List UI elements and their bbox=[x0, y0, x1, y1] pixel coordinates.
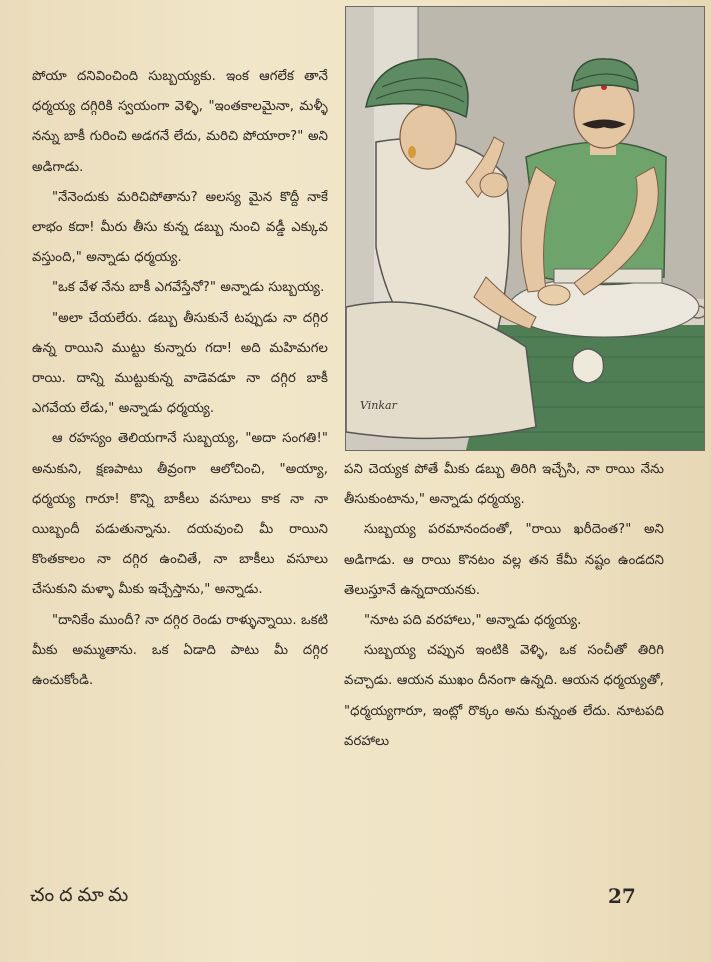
paragraph: ఆ రహస్యం తెలియగానే సుబ్బయ్య, "అదా సంగతి!" అనుకుని, క్షణపాటు తీవ్రంగా ఆలోచించి, "అయ్యా, ధర్మయ్య గారూ! కొన్ని బాకీలు వసూలు కాక నా నా యిబ్బందీ పడుతున్నాను. దయవుంచి మీ రాయిని కొంతకాలం నా దగ్గిర ఉంచితే, నా బాకీలు వసూలు చేసుకుని మళ్ళా మీకు ఇచ్చేస్తాను," అన్నాడు. bbox=[32, 431, 328, 598]
artist-signature: Vinkar bbox=[360, 399, 397, 412]
paragraph: పని చెయ్యక పోతే మీకు డబ్బు తిరిగి ఇచ్చేసి, నా రాయి నేను తీసుకుంటాను," అన్నాడు ధర్మయ్య. bbox=[344, 462, 664, 508]
right-text-column bbox=[344, 455, 664, 757]
paragraph: "నేనెందుకు మరిచిపోతాను? అలస్య మైన కొద్దీ నాకే లాభం కదా! మీరు తీసు కున్న డబ్బు నుంచి వడ్డీ ఎక్కువ వస్తుంది," అన్నాడు ధర్మయ్య. bbox=[32, 189, 328, 266]
paragraph: "నూట పది వరహాలు," అన్నాడు ధర్మయ్య. bbox=[364, 613, 582, 629]
paragraph: "దానికేం ముందీ? నా దగ్గిర రెండు రాళ్ళున్నాయి. ఒకటి మీకు అమ్ముతాను. ఒక ఏడాది పాటు మీ దగ్గిర ఉంచుకోండి. bbox=[32, 612, 328, 689]
paragraph: "ఒక వేళ నేను బాకీ ఎగవేస్తేనో?" అన్నాడు సుబ్బయ్య. bbox=[52, 280, 325, 296]
illustration-art bbox=[346, 7, 704, 450]
story-illustration bbox=[345, 6, 705, 451]
paragraph: పోయా దనివించింది సుబ్బయ్యకు. ఇంక ఆగలేక తానే ధర్మయ్య దగ్గిరికి స్వయంగా వెళ్ళి, "ఇంతకాలమైనా, మళ్ళీ నన్ను బాకీ గురించి అడగనే లేదు, మరిచి పోయారా?" అని అడిగాడు. bbox=[32, 69, 328, 175]
paragraph: సుబ్బయ్య పరమానందంతో, "రాయి ఖరీదెంత?" అని అడిగాడు. ఆ రాయి కొనటం వల్ల తన కేమీ నష్టం ఉండదని తెలుస్తూనే ఉన్నదాయనకు. bbox=[344, 522, 664, 598]
magazine-name: చందమామ bbox=[30, 884, 134, 906]
page-number: 27 bbox=[608, 884, 636, 908]
left-text-column bbox=[32, 62, 328, 696]
paragraph: "అలా చేయలేరు. డబ్బు తీసుకునే టప్పుడు నా దగ్గిర ఉన్న రాయిని ముట్టు కున్నారు గదా! అది మహిమగల రాయి. దాన్ని ముట్టుకున్న వాడెవడూ నా దగ్గిర బాకీ ఎగవేయ లేడు," అన్నాడు ధర్మయ్య. bbox=[32, 310, 328, 417]
paragraph: సుబ్బయ్య చప్పున ఇంటికి వెళ్ళి, ఒక సంచీతో తిరిగి వచ్చాడు. ఆయన ముఖం దీనంగా ఉన్నది. ఆయన ధర్మయ్యతో, "ధర్మయ్యగారూ, ఇంట్లో రొక్కం అను కున్నంత లేదు. నూటపది వరహాలు bbox=[344, 643, 664, 749]
